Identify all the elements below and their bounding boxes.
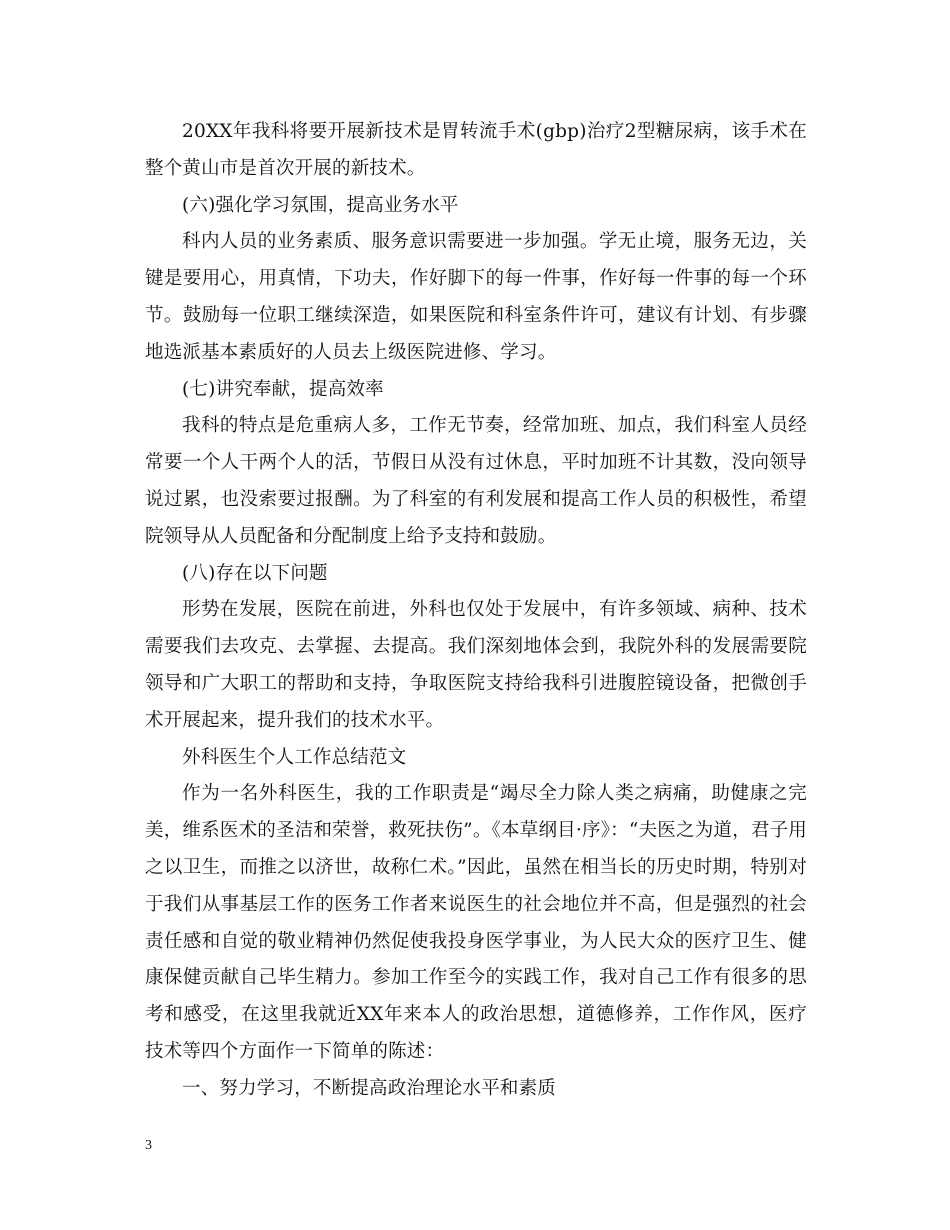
heading-eight: (八)存在以下问题	[182, 562, 328, 584]
heading-seven: (七)讲究奉献，提高效率	[182, 378, 384, 400]
section-title: 外科医生个人工作总结范文	[182, 746, 407, 768]
paragraph-duties: 作为一名外科医生，我的工作职责是“竭尽全力除人类之病痛，助健康之完美，维系医术的圣洁和荣誉，救死扶伤”。《本草纲目·序》：“夫医之为道，君子用之以卫生，而推之以济世，故称仁术。”因此，虽然在相当长的历史时期，特别对于我们从事基层工作的医务工作者来说医生的社会地位并不高，但是强烈的社会责任感和自觉的敬业精神仍然促使我投身医学事业，为人民大众的医疗卫生、健康保健贡献自己毕生精力。参加工作至今的实践工作，我对自己工作有很多的思考和感受，在这里我就近XX年来本人的政治思想，道德修养，工作作风，医疗技术等四个方面作一下简单的陈述：	[145, 783, 807, 1062]
paragraph-new-technique: 20XX年我科将要开展新技术是胃转流手术(gbp)治疗2型糖尿病，该手术在整个黄山市是首次开展的新技术。	[145, 121, 807, 179]
paragraph-problems: 形势在发展，医院在前进，外科也仅处于发展中，有许多领域、病种、技术需要我们去攻克、去掌握、去提高。我们深刻地体会到，我院外科的发展需要院领导和广大职工的帮助和支持，争取医院支持给我科引进腹腔镜设备，把微创手术开展起来，提升我们的技术水平。	[145, 599, 807, 731]
paragraph-dedication: 我科的特点是危重病人多，工作无节奏，经常加班、加点，我们科室人员经常要一个人干两个人的活，节假日从没有过休息，平时加班不计其数，没向领导说过累，也没索要过报酬。为了科室的有利发展和提高工作人员的积极性，希望院领导从人员配备和分配制度上给予支持和鼓励。	[145, 415, 807, 547]
page-number: 3	[145, 1138, 152, 1153]
heading-six: (六)强化学习氛围，提高业务水平	[182, 194, 459, 216]
body-text	[145, 114, 807, 1108]
heading-one: 一、努力学习，不断提高政治理论水平和素质	[182, 1077, 557, 1099]
paragraph-study-atmosphere: 科内人员的业务素质、服务意识需要进一步加强。学无止境，服务无边，关键是要用心，用真情，下功夫，作好脚下的每一件事，作好每一件事的每一个环节。鼓励每一位职工继续深造，如果医院和科室条件许可，建议有计划、有步骤地选派基本素质好的人员去上级医院进修、学习。	[145, 231, 807, 363]
